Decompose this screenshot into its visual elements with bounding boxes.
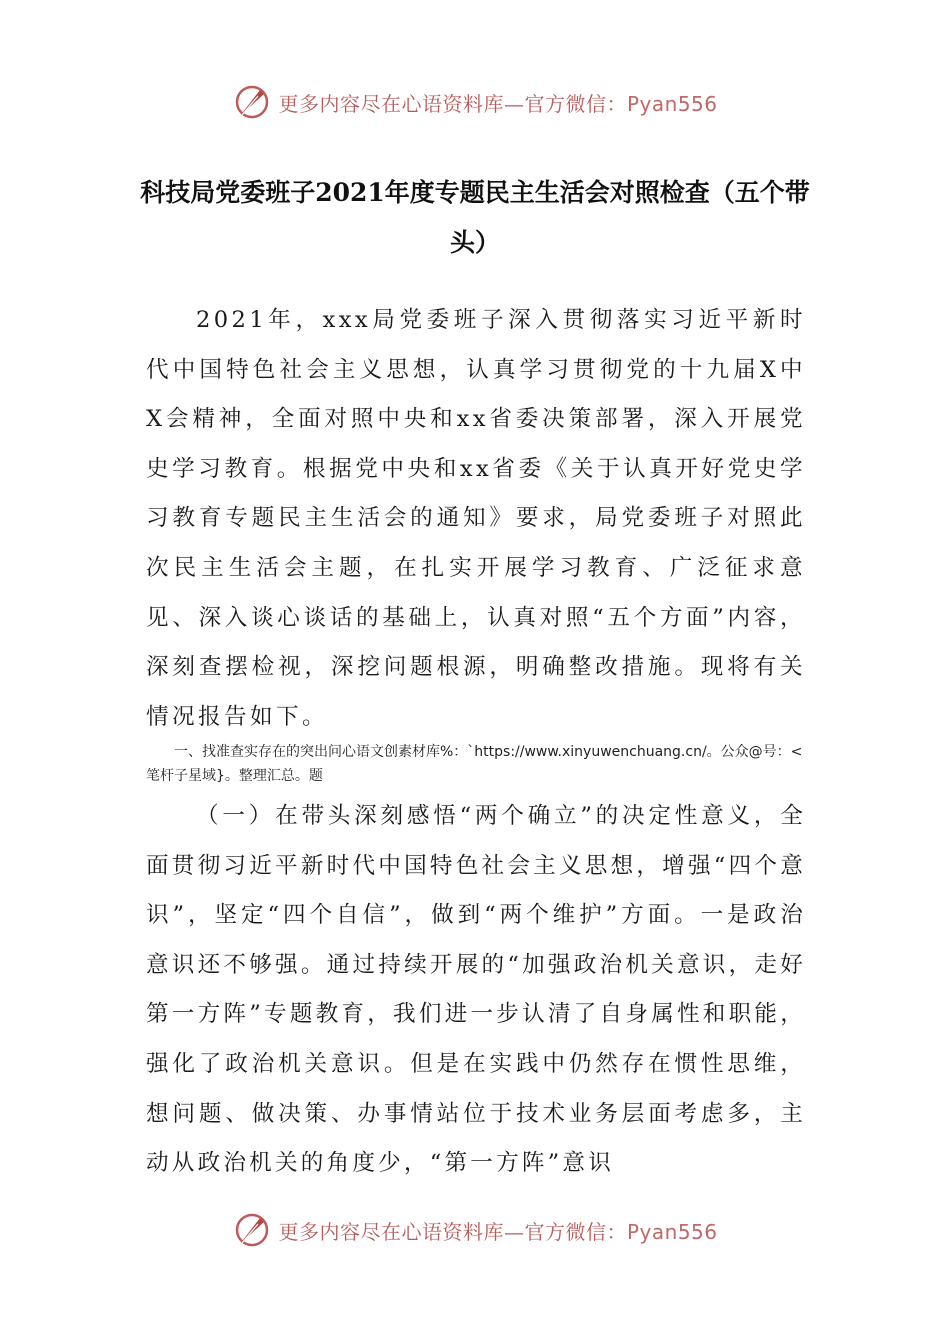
source-note: 一、找准查实存在的突出问心语文创素材库%：`https://www.xinyuwenchuang.cn/。公众@号：<笔杆子星域}。整理汇总。题 — [146, 744, 803, 784]
watermark-text: 更多内容尽在心语资料库—官方微信：Pyan556 — [278, 1219, 718, 1244]
section-paragraph: （一）在带头深刻感悟“两个确立”的决定性意义，全面贯彻习近平新时代中国特色社会主义思想，增强“四个意识”，坚定“四个自信”，做到“两个维护”方面。一是政治意识还不够强。通过持续开展的“加强政治机关意识，走好第一方阵”专题教育，我们进一步认清了自身属性和职能，强化了政治机关意识。但是在实践中仍然存在惯性思维，想问题、做决策、办事情站位于技术业务层面考虑多，主动从政治机关的角度少，“第一方阵”意识 — [146, 803, 806, 1177]
document-title: 科技局党委班子2021年度专题民主生活会对照检查（五个带头） — [140, 178, 810, 257]
quill-pen-icon — [232, 82, 272, 122]
header-watermark — [0, 78, 950, 126]
watermark-text: 更多内容尽在心语资料库—官方微信：Pyan556 — [278, 91, 718, 116]
footer-watermark — [0, 1206, 950, 1254]
intro-paragraph: 2021年，xxx局党委班子深入贯彻落实习近平新时代中国特色社会主义思想，认真学习贯彻党的十九届X中X会精神，全面对照中央和xx省委决策部署，深入开展党史学习教育。根据党中央和xx省委《关于认真开好党史学习教育专题民主生活会的通知》要求，局党委班子对照此次民主生活会主题，在扎实开展学习教育、广泛征求意见、深入谈心谈话的基础上，认真对照“五个方面”内容，深刻查摆检视，深挖问题根源，明确整改措施。现将有关情况报告如下。 — [146, 307, 806, 730]
quill-pen-icon — [232, 1210, 272, 1250]
